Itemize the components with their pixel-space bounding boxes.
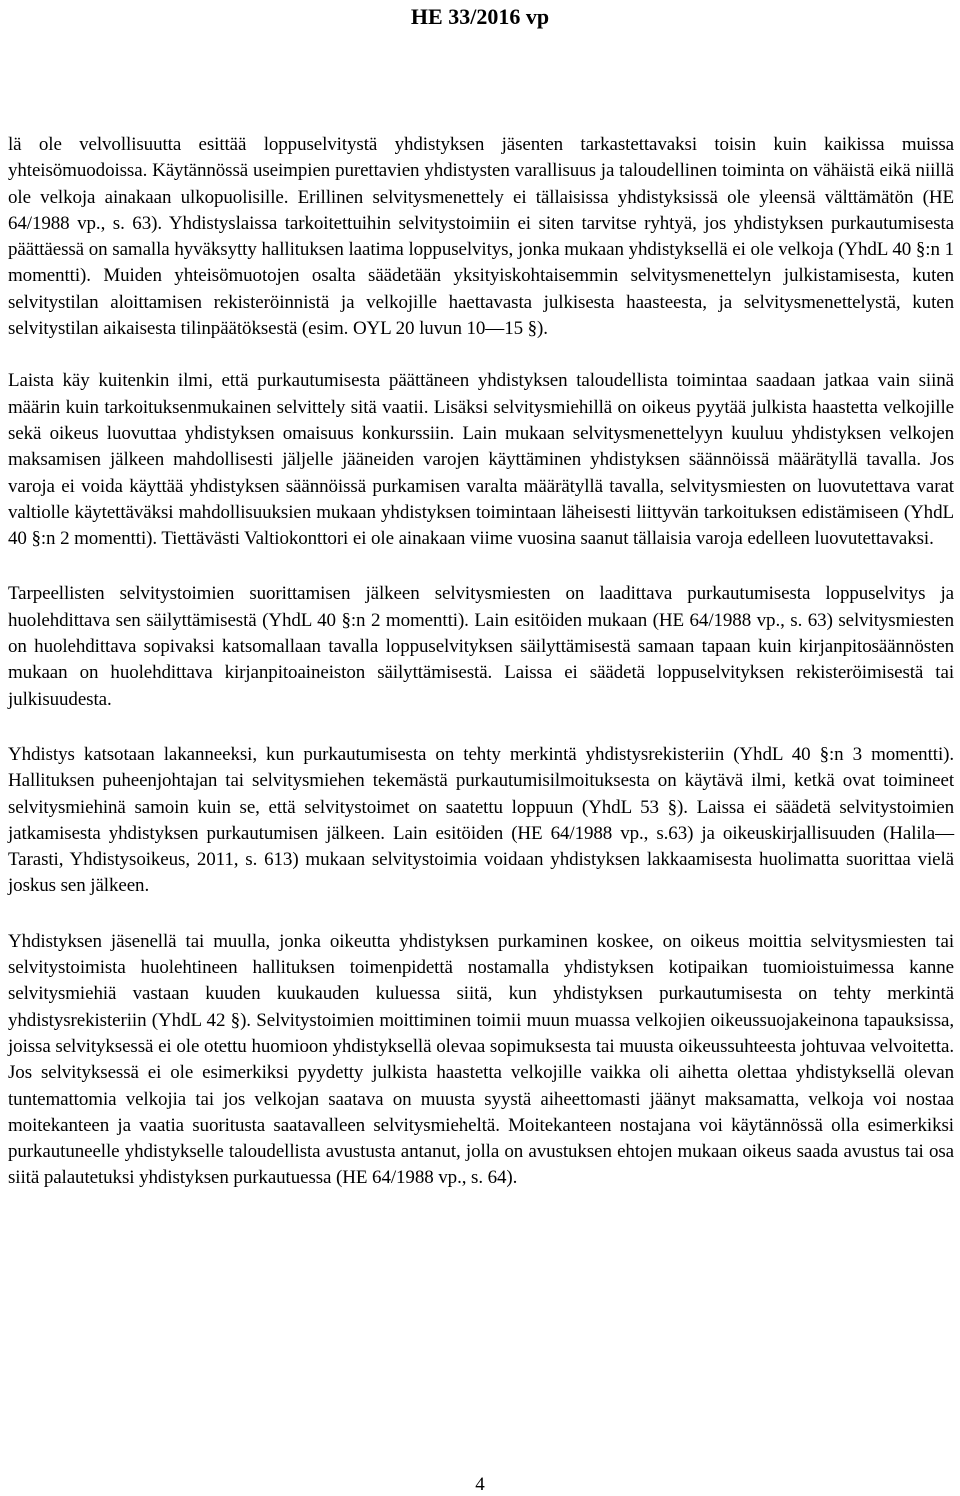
paragraph-3: Tarpeellisten selvitystoimien suorittamisen jälkeen selvitysmiesten on laadittava purkautumisesta loppuselvitys ja huolehdittava sen säilyttämisestä (YhdL 40 §:n 2 momentti). Lain esitöiden mukaan (HE 64/1988 vp., s. 63) selvitysmiesten on huolehdittava sopivaksi katsomallaan tavalla loppuselvityksen säilyttämisestä samaan tapaan kuin kirjanpitosäännösten mukaan on huolehdittava kirjanpitoaineiston säilyttämisestä. Laissa ei säädetä loppuselvityksen rekisteröimisestä tai julkisuudesta.	[8, 583, 954, 710]
paragraph-5: Yhdistyksen jäsenellä tai muulla, jonka oikeutta yhdistyksen purkaminen koskee, on oikeus moittia selvitysmiesten tai selvitystoimista huolehtineen hallituksen toimenpidettä nostamalla yhdistyksen kotipaikan tuomioistuimessa kanne selvitysmiehiä vastaan kuuden kuukauden kuluessa siitä, kun yhdistyksen purkautumisesta on tehty merkintä yhdistysrekisteriin (YhdL 42 §). Selvitystoimien moittiminen toimii muun muassa velkojien oikeussuojakeinona tapauksissa, joissa selvityksessä ei ole otettu huomioon yhdistyksellä olevaa sopimuksesta tai muusta oikeussuhteesta johtuvaa velvoitetta. Jos selvityksessä ei ole esimerkiksi pyydetty julkista haastetta velkojille vaikka oli aihetta olettaa yhdistyksellä olevan tuntemattomia velkojia tai jos velkojan saatava on muusta syystä aiheettomasti jäänyt maksamatta, velkoja voi nostaa moitekanteen ja vaatia suoritusta saatavalleen selvitysmieheltä. Moitekanteen nostajana voi käytännössä olla esimerkiksi purkautuneelle yhdistykselle taloudellista avustusta antanut, jolla on avustuksen ehtojen mukaan oikeus saada avustus tai osa siitä palautetuksi yhdistyksen purkautuessa (HE 64/1988 vp., s. 64).	[8, 930, 954, 1189]
paragraph-2: Laista käy kuitenkin ilmi, että purkautumisesta päättäneen yhdistyksen taloudellista toimintaa saadaan jatkaa vain siinä määrin kuin tarkoituksenmukainen selvittely sitä vaatii. Lisäksi selvitysmiehillä on oikeus pyytää julkista haastetta velkojille sekä oikeus luovuttaa yhdistyksen omaisuus konkurssiin. Lain mukaan selvitysmenettelyyn kuuluu yhdistyksen velkojen maksamisen jälkeen mahdollisesti jäljelle jääneiden varojen käyttäminen yhdistyksen säännöissä määrätyllä tavalla. Jos varoja ei voida käyttää yhdistyksen säännöissä purkamisen varalta määrätyllä tavalla, selvitysmiesten on luovutettava varat valtiolle käytettäväksi mahdollisuuksien mukaan yhdistyksen toimintaan läheisesti liittyvän tarkoituksen edistämiseen (YhdL 40 §:n 2 momentti). Tiettävästi Valtiokonttori ei ole ainakaan viime vuosina saanut tällaisia varoja edelleen luovutettavaksi.	[8, 370, 954, 550]
document-body	[8, 132, 954, 1221]
paragraph-1: lä ole velvollisuutta esittää loppuselvitystä yhdistyksen jäsenten tarkastettavaksi toisin kuin kaikissa muissa yhteisömuodoissa. Käytännössä useimpien purettavien yhdistysten varallisuus ja taloudellinen toiminta on vähäistä eikä niillä ole velkoja ainakaan ulkopuolisille. Erillinen selvitysmenettely ei tällaisissa yhdistyksissä ole yleensä välttämätön (HE 64/1988 vp., s. 63). Yhdistyslaissa tarkoitettuihin selvitystoimiin ei siten tarvitse ryhtyä, jos yhdistyksen purkautumisesta päättäessä on samalla hyväksytty hallituksen laatima loppuselvitys, jonka mukaan yhdistyksellä ei ole velkoja (YhdL 40 §:n 1 momentti). Muiden yhteisömuotojen osalta säädetään yksityiskohtaisemmin selvitysmenettelyn julkistamisesta, kuten selvitystilan aloittamisen rekisteröinnistä ja velkojille haettavasta julkisesta haasteesta, ja selvitysmenettelystä, kuten selvitystilan aikaisesta tilinpäätöksestä (esim. OYL 20 luvun 10—15 §).	[8, 134, 954, 340]
paragraph-4: Yhdistys katsotaan lakanneeksi, kun purkautumisesta on tehty merkintä yhdistysrekisteriin (YhdL 40 §:n 3 momentti). Hallituksen puheenjohtajan tai selvitysmiehen tekemästä purkautumisilmoituksesta on käytävä ilmi, ketkä ovat toimineet selvitysmiehinä samoin kuin se, että selvitystoimet on saatettu loppuun (YhdL 53 §). Laissa ei säädetä selvitystoimien jatkamisesta yhdistyksen purkautumisen jälkeen. Lain esitöiden (HE 64/1988 vp., s.63) ja oikeuskirjallisuuden (Halila—Tarasti, Yhdistysoikeus, 2011, s. 613) mukaan selvitystoimia voidaan yhdistyksen lakkaamisesta huolimatta suorittaa vielä joskus sen jälkeen.	[8, 743, 954, 897]
page-number: 4	[475, 1474, 485, 1495]
document-header: HE 33/2016 vp	[410, 4, 550, 29]
